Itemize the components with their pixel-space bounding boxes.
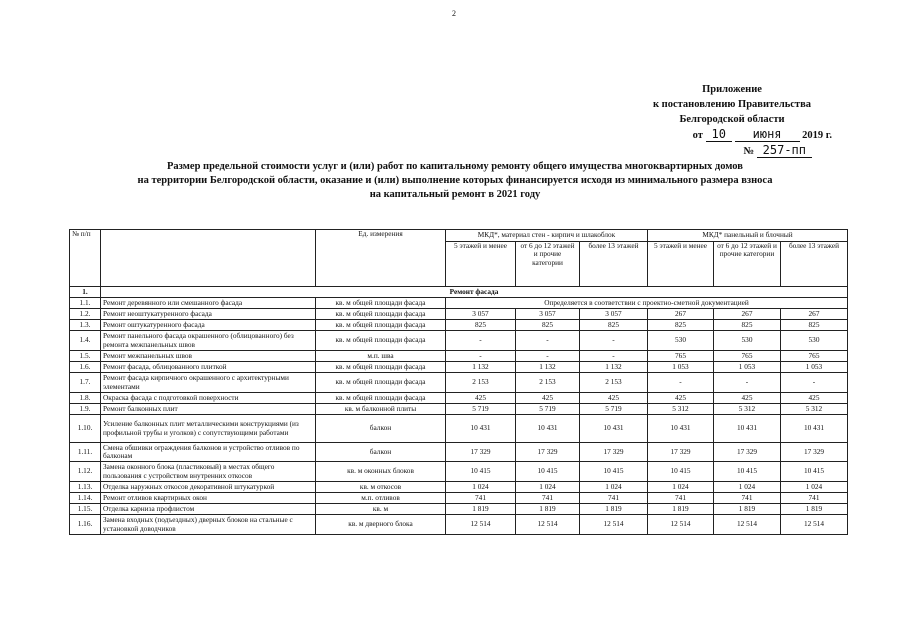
appendix-date [612,127,852,143]
header-sub-1: 5 этажей и менее [446,242,516,287]
row-value: 741 [781,493,848,504]
row-value: 741 [714,493,781,504]
number-prefix: № [743,146,755,157]
row-value: 10 415 [516,462,580,482]
row-value: 1 819 [516,504,580,515]
header-sub-3: более 13 этажей [580,242,648,287]
row-value: 1 132 [580,362,648,373]
row-name: Ремонт балконных плит [101,404,316,415]
row-num: 1.16. [70,515,101,535]
appendix-line-2: к постановлению Правительства [652,99,812,110]
table-row [70,415,848,443]
row-unit: кв. м [316,504,446,515]
row-value: 1 024 [516,482,580,493]
number-value: 257-пп [757,143,812,158]
row-value: 12 514 [648,515,714,535]
row-value: 5 312 [648,404,714,415]
row-value: 10 431 [648,415,714,443]
section-num: 1. [70,287,101,298]
header-num: № п/п [70,230,101,287]
row-value: 17 329 [516,443,580,462]
row-unit: м.п. шва [316,351,446,362]
row-value: 10 415 [781,462,848,482]
row-value: 1 053 [714,362,781,373]
row-value: 5 719 [580,404,648,415]
row-value: 5 312 [714,404,781,415]
row-unit: кв. м общей площади фасада [316,373,446,393]
row-name: Ремонт панельного фасада окрашенного (облицованного) без ремонта межпанельных швов [101,331,316,351]
row-value: 825 [648,320,714,331]
row-name: Ремонт деревянного или смешанного фасада [101,298,316,309]
row-num: 1.5. [70,351,101,362]
row-value: 17 329 [714,443,781,462]
table-row [70,362,848,373]
row-unit: балкон [316,415,446,443]
row-num: 1.9. [70,404,101,415]
row-num: 1.2. [70,309,101,320]
table-row [70,404,848,415]
row-name: Замена входных (подъездных) дверных блоков на стальные с установкой доводчиков [101,515,316,535]
row-value: 1 024 [648,482,714,493]
row-value: - [648,373,714,393]
row-value: 12 514 [446,515,516,535]
table-row [70,393,848,404]
header-name [101,230,316,287]
row-name: Ремонт межпанельных швов [101,351,316,362]
appendix-number [612,143,852,159]
header-sub-5: от 6 до 12 этажей и прочие категории [714,242,781,287]
row-value: 530 [714,331,781,351]
row-num: 1.14. [70,493,101,504]
row-value: 5 719 [516,404,580,415]
row-name: Ремонт фасада кирпичного окрашенного с архитектурными элементами [101,373,316,393]
row-unit: кв. м общей площади фасада [316,362,446,373]
row-value: 5 312 [781,404,848,415]
date-month: июня [735,127,800,142]
header-sub-2: от 6 до 12 этажей и прочие категории [516,242,580,287]
table-row [70,462,848,482]
row-num: 1.7. [70,373,101,393]
header-sub-4: 5 этажей и менее [648,242,714,287]
row-value: 425 [648,393,714,404]
row-value: 12 514 [714,515,781,535]
row-unit: кв. м оконных блоков [316,462,446,482]
row-num: 1.1. [70,298,101,309]
title-line-2: на территории Белгородской области, оказание и (или) выполнение которых финансируется исходя из минимального размера взноса [137,175,773,186]
row-num: 1.3. [70,320,101,331]
row-value: - [446,351,516,362]
row-num: 1.10. [70,415,101,443]
row-num: 1.15. [70,504,101,515]
row-value: 10 431 [446,415,516,443]
header-sub-6: более 13 этажей [781,242,848,287]
row-value: - [781,373,848,393]
row-value: 10 431 [781,415,848,443]
row-value: 825 [580,320,648,331]
title-line-3: на капитальный ремонт в 2021 году [369,189,541,200]
row-value: 425 [516,393,580,404]
row-value: 425 [714,393,781,404]
row-value: 267 [714,309,781,320]
table-row [70,515,848,535]
row-num: 1.6. [70,362,101,373]
table-row [70,443,848,462]
row-value: 1 024 [446,482,516,493]
row-value: 741 [580,493,648,504]
row-value: 765 [781,351,848,362]
row-unit: кв. м общей площади фасада [316,331,446,351]
row-value: 765 [714,351,781,362]
date-day: 10 [706,127,732,142]
header-row-1 [70,230,848,242]
row-value: 2 153 [516,373,580,393]
row-value: 17 329 [446,443,516,462]
row-value: 10 431 [516,415,580,443]
row-value: 741 [446,493,516,504]
row-value: 1 819 [714,504,781,515]
row-value: - [580,331,648,351]
row-value: 12 514 [580,515,648,535]
table-row [70,320,848,331]
row-value: - [516,331,580,351]
row-value: 1 819 [446,504,516,515]
row-num: 1.13. [70,482,101,493]
header-group-panel: МКД* панельный и блочный [648,230,848,242]
table-body [70,230,848,535]
row-value: 425 [580,393,648,404]
row-unit: кв. м общей площади фасада [316,393,446,404]
row-value: 1 132 [446,362,516,373]
row-unit: кв. м балконной плиты [316,404,446,415]
row-value: 1 053 [648,362,714,373]
header-group-brick: МКД*, материал стен - кирпич и шлакоблок [446,230,648,242]
row-value: 1 132 [516,362,580,373]
table-row [70,331,848,351]
cost-table [69,229,848,535]
row-name: Отделка наружных откосов декоративной штукатуркой [101,482,316,493]
row-value: 741 [648,493,714,504]
row-value: 825 [446,320,516,331]
row-value: 10 415 [446,462,516,482]
row-value: - [580,351,648,362]
row-value: 10 415 [580,462,648,482]
row-value: - [714,373,781,393]
document-title [60,160,850,202]
header-unit: Ед. измерения [316,230,446,287]
row-num: 1.8. [70,393,101,404]
row-name: Отделка карниза профлистом [101,504,316,515]
row-value: 765 [648,351,714,362]
title-line-1: Размер предельной стоимости услуг и (или) работ по капитальному ремонту общего имущества многоквартирных домов [167,161,743,172]
row-value: 5 719 [446,404,516,415]
appendix-block [612,82,852,159]
date-year: 2019 г. [802,130,832,141]
row-value: 741 [516,493,580,504]
row-value: - [516,351,580,362]
row-name: Ремонт отливов квартирных окон [101,493,316,504]
row-value: 530 [781,331,848,351]
section-row [70,287,848,298]
row-value: 10 415 [648,462,714,482]
row-value: 1 024 [781,482,848,493]
row-value: 1 819 [580,504,648,515]
row-value: 17 329 [648,443,714,462]
row-value: - [446,331,516,351]
row-value: 1 819 [781,504,848,515]
row-value: 825 [781,320,848,331]
row-value: 17 329 [580,443,648,462]
row-num: 1.11. [70,443,101,462]
row-value: 3 057 [446,309,516,320]
page-number: 2 [452,9,456,18]
row-unit: кв. м откосов [316,482,446,493]
table-row [70,482,848,493]
section-title: Ремонт фасада [101,287,848,298]
table-row [70,298,848,309]
row-unit: балкон [316,443,446,462]
row-value: 10 431 [580,415,648,443]
table-row [70,373,848,393]
row-name: Смена обшивки ограждения балконов и устройство отливов по балконам [101,443,316,462]
table-row [70,309,848,320]
row-name: Ремонт оштукатуренного фасада [101,320,316,331]
row-value: 825 [516,320,580,331]
row-value: 267 [648,309,714,320]
row-value: 2 153 [580,373,648,393]
row-value: 1 024 [714,482,781,493]
row-value: 17 329 [781,443,848,462]
row-value: 2 153 [446,373,516,393]
row-name: Ремонт фасада, облицованного плиткой [101,362,316,373]
row-value: 3 057 [516,309,580,320]
row-value: 530 [648,331,714,351]
table-row [70,493,848,504]
date-prefix: от [692,130,703,141]
table-row [70,504,848,515]
row-unit: кв. м дверного блока [316,515,446,535]
row-name: Ремонт неоштукатуренного фасада [101,309,316,320]
row-name: Усиление балконных плит металлическими конструкциями (из профильной трубы и уголков) с сопутствующими работами [101,415,316,443]
row-value: 425 [446,393,516,404]
row-value: 12 514 [516,515,580,535]
row-num: 1.12. [70,462,101,482]
row-unit: кв. м общей площади фасада [316,298,446,309]
row-merged-note: Определяется в соответствии с проектно-сметной документацией [446,298,848,309]
row-unit: кв. м общей площади фасада [316,320,446,331]
row-unit: кв. м общей площади фасада [316,309,446,320]
row-value: 10 415 [714,462,781,482]
row-value: 1 819 [648,504,714,515]
row-name: Замена оконного блока (пластиковый) в местах общего пользования с устройством внутренних откосов [101,462,316,482]
row-unit: м.п. отливов [316,493,446,504]
row-value: 10 431 [714,415,781,443]
appendix-line-3: Белгородской области [679,114,785,125]
row-value: 267 [781,309,848,320]
row-value: 825 [714,320,781,331]
row-value: 3 057 [580,309,648,320]
row-value: 12 514 [781,515,848,535]
row-name: Окраска фасада с подготовкой поверхности [101,393,316,404]
row-value: 1 053 [781,362,848,373]
table-row [70,351,848,362]
row-value: 1 024 [580,482,648,493]
appendix-line-1: Приложение [702,84,762,95]
row-value: 425 [781,393,848,404]
row-num: 1.4. [70,331,101,351]
